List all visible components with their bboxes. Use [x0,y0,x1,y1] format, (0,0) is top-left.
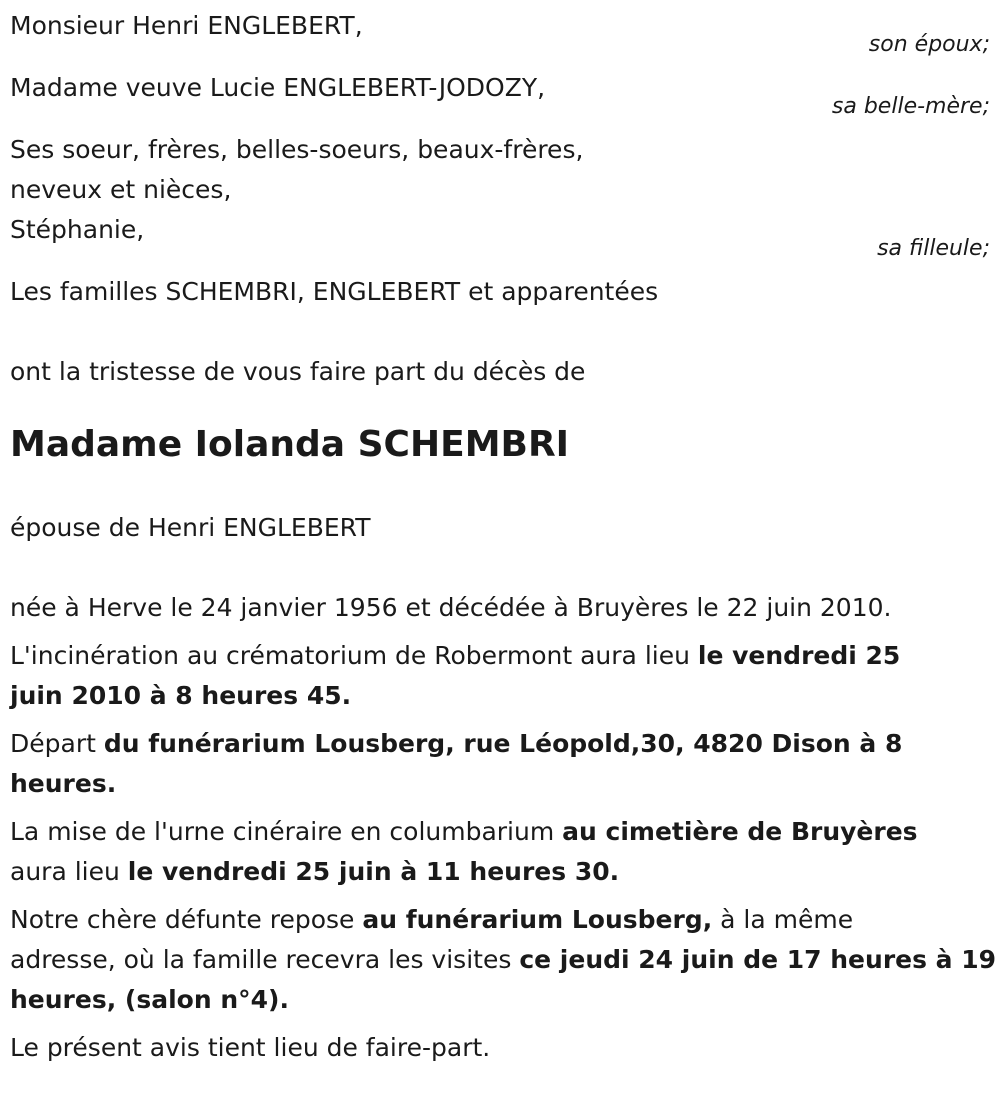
husband-name: Monsieur Henri ENGLEBERT, [10,11,363,40]
urn-text-1: La mise de l'urne cinéraire en columbarium [10,817,563,846]
cremation-text: L'incinération au crématorium de Robermont aura lieu [10,641,698,670]
notice-line [10,1028,990,1068]
spouse-line: épouse de Henri ENGLEBERT [10,513,371,542]
visit-paragraph [10,900,997,1020]
urn-date-bold: le vendredi 25 juin à 11 heures 30. [127,857,620,886]
visit-text-3: adresse, où la famille recevra les visites [10,945,520,974]
urn-place-bold: au cimetière de Bruyères [562,817,918,846]
visit-time-bold-1: ce jeudi 24 juin de 17 heures à 19 [519,945,997,974]
goddaughter-name: Stéphanie, [10,215,145,244]
announcement-line: ont la tristesse de vous faire part du décès de [10,357,586,386]
goddaughter-relation: sa filleule; [877,236,990,261]
obituary-notice [10,0,997,1068]
siblings-line-1: Ses soeur, frères, belles-soeurs, beaux-frères, [10,135,584,164]
cremation-date-bold-1: le vendredi 25 [697,641,901,670]
urn-text-2: aura lieu [10,857,128,886]
visit-time-bold-2: heures, (salon n°4). [10,985,289,1014]
husband-relation: son époux; [868,32,990,57]
visit-place-bold: au funérarium Lousberg, [362,905,713,934]
mother-in-law-name: Madame veuve Lucie ENGLEBERT-JODOZY, [10,73,546,102]
urn-paragraph [10,812,990,892]
departure-paragraph [10,724,990,804]
departure-place-bold-1: du funérarium Lousberg, rue Léopold,30, 4820 Dison à 8 [103,729,903,758]
mother-in-law-relation: sa belle-mère; [831,94,990,119]
departure-place-bold-2: heures. [10,769,117,798]
departure-text: Départ [10,729,104,758]
siblings-line-2: neveux et nièces, [10,175,232,204]
birth-death-line: née à Herve le 24 janvier 1956 et décédée à Bruyères le 22 juin 2010. [10,593,892,622]
visit-text-1: Notre chère défunte repose [10,905,363,934]
cremation-paragraph [10,636,990,716]
families-line: Les familles SCHEMBRI, ENGLEBERT et apparentées [10,277,659,306]
deceased-name: Madame Iolanda SCHEMBRI [10,424,570,465]
cremation-date-bold-2: juin 2010 à 8 heures 45. [10,681,352,710]
visit-text-2: à la même [712,905,854,934]
notice-text: Le présent avis tient lieu de faire-part. [10,1033,491,1062]
